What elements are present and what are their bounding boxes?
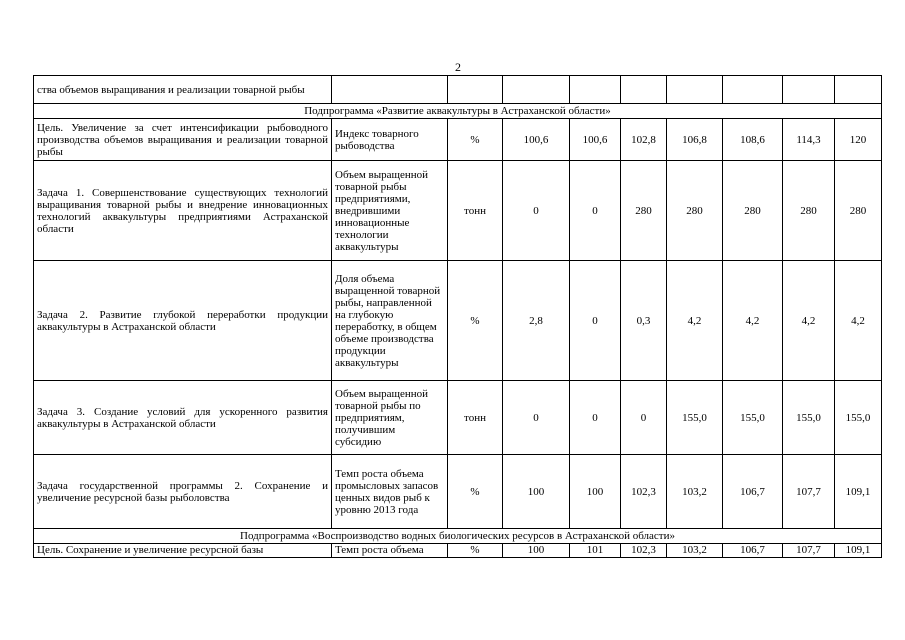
value-cell: 0 (621, 381, 667, 455)
value-cell: 102,8 (621, 119, 667, 161)
subprogram-title: Подпрограмма «Воспроизводство водных биологических ресурсов в Астраханской области» (34, 529, 882, 544)
task-description: Задача 1. Совершенствование существующих технологий выращивания товарной рыбы и внедрение инновационных технологий аквакультуры предприятиями Астраханской области (34, 161, 332, 261)
unit-cell: тонн (448, 161, 503, 261)
value-cell: 4,2 (667, 261, 723, 381)
value-cell: 280 (783, 161, 835, 261)
goal-description: ства объемов выращивания и реализации товарной рыбы (34, 76, 332, 104)
value-cell: 106,7 (723, 455, 783, 529)
value-cell: 106,8 (667, 119, 723, 161)
table-row (34, 381, 882, 455)
value-cell: 100,6 (503, 119, 570, 161)
indicator-name: Темп роста объема (332, 544, 448, 558)
value-cell: 155,0 (835, 381, 882, 455)
value-cell (783, 76, 835, 104)
value-cell: 100 (503, 455, 570, 529)
value-cell: 0 (570, 161, 621, 261)
value-cell: 280 (723, 161, 783, 261)
subprogram-row (34, 529, 882, 544)
value-cell: 102,3 (621, 455, 667, 529)
subprogram-title: Подпрограмма «Развитие аквакультуры в Астраханской области» (34, 104, 882, 119)
indicator-name: Доля объема выращенной товарной рыбы, направленной на глубокую переработку, в общем объеме производства продукции аквакультуры (332, 261, 448, 381)
value-cell: 155,0 (667, 381, 723, 455)
table-row (34, 455, 882, 529)
value-cell: 101 (570, 544, 621, 558)
indicator-name (332, 76, 448, 104)
value-cell: 100,6 (570, 119, 621, 161)
page-number: 2 (455, 60, 461, 74)
value-cell: 109,1 (835, 544, 882, 558)
value-cell: 120 (835, 119, 882, 161)
value-cell: 114,3 (783, 119, 835, 161)
value-cell: 108,6 (723, 119, 783, 161)
value-cell: 2,8 (503, 261, 570, 381)
value-cell: 280 (835, 161, 882, 261)
task-description: Задача государственной программы 2. Сохранение и увеличение ресурсной базы рыболовства (34, 455, 332, 529)
unit-cell: % (448, 455, 503, 529)
value-cell: 102,3 (621, 544, 667, 558)
value-cell: 155,0 (723, 381, 783, 455)
indicator-name: Объем выращенной товарной рыбы по предприятиям, получившим субсидию (332, 381, 448, 455)
value-cell (570, 76, 621, 104)
value-cell: 0,3 (621, 261, 667, 381)
table-row (34, 119, 882, 161)
value-cell (503, 76, 570, 104)
value-cell: 280 (621, 161, 667, 261)
value-cell: 0 (570, 381, 621, 455)
value-cell (835, 76, 882, 104)
indicator-table (33, 75, 882, 558)
value-cell: 155,0 (783, 381, 835, 455)
value-cell (621, 76, 667, 104)
value-cell: 107,7 (783, 455, 835, 529)
indicator-name: Темп роста объема промысловых запасов ценных видов рыб к уровню 2013 года (332, 455, 448, 529)
indicator-name: Объем выращенной товарной рыбы предприятиями, внедрившими инновационные технологии аквакультуры (332, 161, 448, 261)
task-description: Задача 3. Создание условий для ускоренного развития аквакультуры в Астраханской области (34, 381, 332, 455)
value-cell (667, 76, 723, 104)
value-cell (723, 76, 783, 104)
value-cell: 4,2 (835, 261, 882, 381)
indicator-name: Индекс товарного рыбоводства (332, 119, 448, 161)
value-cell: 0 (570, 261, 621, 381)
unit-cell (448, 76, 503, 104)
value-cell: 4,2 (723, 261, 783, 381)
value-cell: 100 (570, 455, 621, 529)
value-cell: 0 (503, 161, 570, 261)
value-cell: 4,2 (783, 261, 835, 381)
task-description: Задача 2. Развитие глубокой переработки продукции аквакультуры в Астраханской области (34, 261, 332, 381)
table-row (34, 261, 882, 381)
value-cell: 103,2 (667, 544, 723, 558)
goal-description: Цель. Увеличение за счет интенсификации рыбоводного производства объемов выращивания и реализации товарной рыбы (34, 119, 332, 161)
value-cell: 106,7 (723, 544, 783, 558)
table-row (34, 76, 882, 104)
value-cell: 109,1 (835, 455, 882, 529)
subprogram-row (34, 104, 882, 119)
unit-cell: % (448, 544, 503, 558)
value-cell: 280 (667, 161, 723, 261)
table-row (34, 161, 882, 261)
value-cell: 0 (503, 381, 570, 455)
unit-cell: % (448, 119, 503, 161)
table-row (34, 544, 882, 558)
value-cell: 103,2 (667, 455, 723, 529)
value-cell: 100 (503, 544, 570, 558)
goal-description: Цель. Сохранение и увеличение ресурсной базы (34, 544, 332, 558)
unit-cell: тонн (448, 381, 503, 455)
unit-cell: % (448, 261, 503, 381)
value-cell: 107,7 (783, 544, 835, 558)
